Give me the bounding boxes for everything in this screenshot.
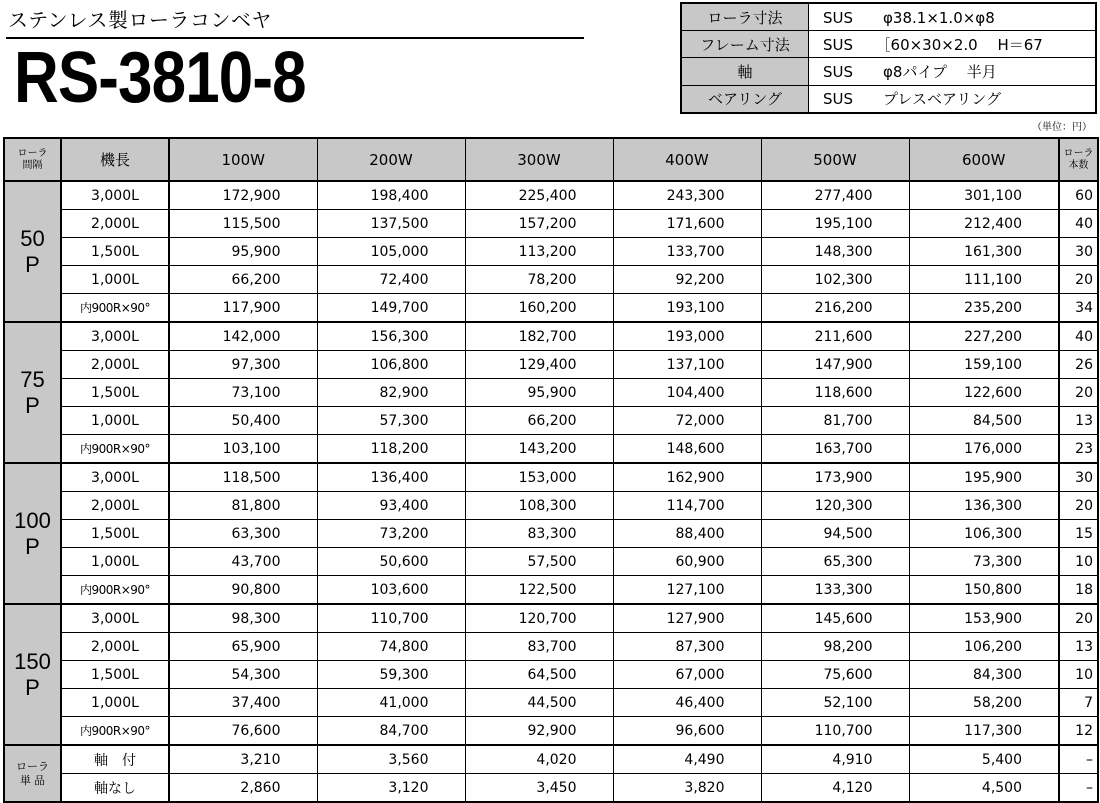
roller-count-cell: 15 xyxy=(1059,520,1098,548)
price-cell: 67,000 xyxy=(613,661,761,689)
price-cell: 83,300 xyxy=(465,520,613,548)
pitch-group-label: ローラ 単 品 xyxy=(4,745,61,802)
price-cell: 301,100 xyxy=(909,181,1059,210)
watt-header: 300W xyxy=(465,138,613,181)
price-cell: 3,820 xyxy=(613,774,761,803)
price-cell: 103,100 xyxy=(169,435,317,464)
price-row xyxy=(4,351,1098,379)
price-cell: 127,100 xyxy=(613,576,761,605)
price-cell: 147,900 xyxy=(761,351,909,379)
price-row xyxy=(4,322,1098,351)
price-row xyxy=(4,548,1098,576)
price-cell: 2,860 xyxy=(169,774,317,803)
price-cell: 117,300 xyxy=(909,717,1059,746)
price-row xyxy=(4,407,1098,435)
roller-count-cell: 23 xyxy=(1059,435,1098,464)
length-cell: 3,000L xyxy=(61,322,169,351)
price-cell: 172,900 xyxy=(169,181,317,210)
price-cell: 82,900 xyxy=(317,379,465,407)
spec-value: SUS φ8パイプ 半月 xyxy=(809,58,1097,85)
price-cell: 72,000 xyxy=(613,407,761,435)
price-cell: 84,300 xyxy=(909,661,1059,689)
roller-count-cell: 7 xyxy=(1059,689,1098,717)
price-cell: 106,300 xyxy=(909,520,1059,548)
price-cell: 110,700 xyxy=(761,717,909,746)
price-cell: 76,600 xyxy=(169,717,317,746)
price-cell: 96,600 xyxy=(613,717,761,746)
price-cell: 3,450 xyxy=(465,774,613,803)
price-cell: 211,600 xyxy=(761,322,909,351)
length-cell: 内900R×90° xyxy=(61,576,169,605)
price-row xyxy=(4,576,1098,605)
spec-label: 軸 xyxy=(681,58,809,85)
price-cell: 193,100 xyxy=(613,294,761,323)
watt-header: 500W xyxy=(761,138,909,181)
price-cell: 118,500 xyxy=(169,463,317,492)
spec-value: SUS プレスベアリング xyxy=(809,85,1097,113)
length-cell: 1,000L xyxy=(61,548,169,576)
price-table-header xyxy=(4,138,1098,181)
price-table xyxy=(3,137,1099,803)
length-cell: 軸 付 xyxy=(61,745,169,774)
spec-row xyxy=(681,3,1096,31)
price-cell: 133,300 xyxy=(761,576,909,605)
pitch-group-label: 100 P xyxy=(4,463,61,604)
price-cell: 37,400 xyxy=(169,689,317,717)
price-row xyxy=(4,266,1098,294)
price-cell: 149,700 xyxy=(317,294,465,323)
price-cell: 176,000 xyxy=(909,435,1059,464)
spec-row xyxy=(681,31,1096,58)
price-cell: 108,300 xyxy=(465,492,613,520)
length-cell: 1,500L xyxy=(61,379,169,407)
price-cell: 3,120 xyxy=(317,774,465,803)
price-cell: 92,900 xyxy=(465,717,613,746)
price-cell: 104,400 xyxy=(613,379,761,407)
price-cell: 120,700 xyxy=(465,604,613,633)
price-row xyxy=(4,463,1098,492)
price-cell: 148,600 xyxy=(613,435,761,464)
pitch-group-label: 150 P xyxy=(4,604,61,745)
roller-count-cell: 40 xyxy=(1059,322,1098,351)
price-cell: 97,300 xyxy=(169,351,317,379)
price-cell: 105,000 xyxy=(317,238,465,266)
roller-count-cell: 10 xyxy=(1059,548,1098,576)
price-cell: 120,300 xyxy=(761,492,909,520)
price-cell: 83,700 xyxy=(465,633,613,661)
spec-label: ベアリング xyxy=(681,85,809,113)
price-cell: 4,490 xyxy=(613,745,761,774)
roller-count-cell: 12 xyxy=(1059,717,1098,746)
pitch-group-label: 75 P xyxy=(4,322,61,463)
price-cell: 137,500 xyxy=(317,210,465,238)
price-cell: 72,400 xyxy=(317,266,465,294)
spec-table xyxy=(680,2,1097,114)
price-cell: 59,300 xyxy=(317,661,465,689)
price-cell: 54,300 xyxy=(169,661,317,689)
price-cell: 46,400 xyxy=(613,689,761,717)
price-cell: 117,900 xyxy=(169,294,317,323)
price-cell: 182,700 xyxy=(465,322,613,351)
price-cell: 198,400 xyxy=(317,181,465,210)
spec-value: SUS ［60×30×2.0 H＝67 xyxy=(809,31,1097,58)
price-cell: 243,300 xyxy=(613,181,761,210)
roller-count-cell: 34 xyxy=(1059,294,1098,323)
price-cell: 98,300 xyxy=(169,604,317,633)
price-cell: 75,600 xyxy=(761,661,909,689)
price-cell: 156,300 xyxy=(317,322,465,351)
price-cell: 106,200 xyxy=(909,633,1059,661)
price-cell: 136,300 xyxy=(909,492,1059,520)
price-row xyxy=(4,492,1098,520)
price-cell: 66,200 xyxy=(465,407,613,435)
roller-count-cell: – xyxy=(1059,774,1098,803)
price-cell: 122,500 xyxy=(465,576,613,605)
price-cell: 193,000 xyxy=(613,322,761,351)
roller-count-cell: 18 xyxy=(1059,576,1098,605)
roller-count-cell: 30 xyxy=(1059,238,1098,266)
price-cell: 4,120 xyxy=(761,774,909,803)
spec-value: SUS φ38.1×1.0×φ8 xyxy=(809,3,1097,31)
price-cell: 171,600 xyxy=(613,210,761,238)
price-cell: 133,700 xyxy=(613,238,761,266)
roller-count-cell: 20 xyxy=(1059,604,1098,633)
roller-count-cell: 20 xyxy=(1059,379,1098,407)
price-cell: 84,700 xyxy=(317,717,465,746)
price-cell: 57,300 xyxy=(317,407,465,435)
price-cell: 3,560 xyxy=(317,745,465,774)
price-cell: 60,900 xyxy=(613,548,761,576)
price-row xyxy=(4,661,1098,689)
price-cell: 74,800 xyxy=(317,633,465,661)
unit-note: （単位：円） xyxy=(1032,122,1092,133)
price-cell: 88,400 xyxy=(613,520,761,548)
model-number: RS-3810-8 xyxy=(14,38,306,118)
price-row xyxy=(4,604,1098,633)
price-cell: 159,100 xyxy=(909,351,1059,379)
price-cell: 4,020 xyxy=(465,745,613,774)
price-cell: 106,800 xyxy=(317,351,465,379)
watt-header: 100W xyxy=(169,138,317,181)
price-cell: 65,900 xyxy=(169,633,317,661)
roller-count-cell: 13 xyxy=(1059,407,1098,435)
price-cell: 93,400 xyxy=(317,492,465,520)
price-cell: 5,400 xyxy=(909,745,1059,774)
pitch-header: ローラ 間隔 xyxy=(4,138,61,181)
price-cell: 150,800 xyxy=(909,576,1059,605)
price-cell: 235,200 xyxy=(909,294,1059,323)
price-cell: 98,200 xyxy=(761,633,909,661)
price-cell: 129,400 xyxy=(465,351,613,379)
price-cell: 173,900 xyxy=(761,463,909,492)
length-cell: 1,500L xyxy=(61,520,169,548)
roller-count-cell: 26 xyxy=(1059,351,1098,379)
price-cell: 113,200 xyxy=(465,238,613,266)
price-cell: 216,200 xyxy=(761,294,909,323)
price-cell: 94,500 xyxy=(761,520,909,548)
price-cell: 87,300 xyxy=(613,633,761,661)
price-cell: 162,900 xyxy=(613,463,761,492)
length-cell: 1,500L xyxy=(61,238,169,266)
price-cell: 4,910 xyxy=(761,745,909,774)
price-cell: 73,100 xyxy=(169,379,317,407)
product-subtitle: ステンレス製ローラコンベヤ xyxy=(8,8,272,32)
price-cell: 57,500 xyxy=(465,548,613,576)
length-cell: 3,000L xyxy=(61,181,169,210)
roller-count-cell: 40 xyxy=(1059,210,1098,238)
price-cell: 118,200 xyxy=(317,435,465,464)
price-cell: 92,200 xyxy=(613,266,761,294)
price-cell: 143,200 xyxy=(465,435,613,464)
price-cell: 160,200 xyxy=(465,294,613,323)
length-cell: 3,000L xyxy=(61,463,169,492)
pitch-group-label: 50 P xyxy=(4,181,61,322)
price-row xyxy=(4,238,1098,266)
length-cell: 2,000L xyxy=(61,351,169,379)
price-cell: 73,300 xyxy=(909,548,1059,576)
price-row xyxy=(4,379,1098,407)
price-cell: 212,400 xyxy=(909,210,1059,238)
price-cell: 4,500 xyxy=(909,774,1059,803)
price-cell: 58,200 xyxy=(909,689,1059,717)
price-row xyxy=(4,717,1098,746)
price-cell: 111,100 xyxy=(909,266,1059,294)
price-cell: 102,300 xyxy=(761,266,909,294)
roller-count-cell: – xyxy=(1059,745,1098,774)
price-cell: 163,700 xyxy=(761,435,909,464)
price-cell: 66,200 xyxy=(169,266,317,294)
price-cell: 118,600 xyxy=(761,379,909,407)
price-cell: 95,900 xyxy=(169,238,317,266)
price-cell: 50,400 xyxy=(169,407,317,435)
price-cell: 195,900 xyxy=(909,463,1059,492)
price-cell: 115,500 xyxy=(169,210,317,238)
roller-count-cell: 20 xyxy=(1059,266,1098,294)
spec-label: フレーム寸法 xyxy=(681,31,809,58)
price-cell: 136,400 xyxy=(317,463,465,492)
length-cell: 内900R×90° xyxy=(61,717,169,746)
price-cell: 137,100 xyxy=(613,351,761,379)
price-cell: 148,300 xyxy=(761,238,909,266)
spec-row xyxy=(681,85,1096,113)
length-cell: 内900R×90° xyxy=(61,435,169,464)
price-row xyxy=(4,745,1098,774)
price-cell: 81,800 xyxy=(169,492,317,520)
price-row xyxy=(4,210,1098,238)
price-cell: 73,200 xyxy=(317,520,465,548)
length-header: 機長 xyxy=(61,138,169,181)
length-cell: 2,000L xyxy=(61,210,169,238)
length-cell: 2,000L xyxy=(61,492,169,520)
roller-count-cell: 60 xyxy=(1059,181,1098,210)
price-cell: 84,500 xyxy=(909,407,1059,435)
price-cell: 227,200 xyxy=(909,322,1059,351)
length-cell: 軸なし xyxy=(61,774,169,803)
price-cell: 52,100 xyxy=(761,689,909,717)
price-cell: 142,000 xyxy=(169,322,317,351)
price-cell: 43,700 xyxy=(169,548,317,576)
price-cell: 44,500 xyxy=(465,689,613,717)
price-cell: 65,300 xyxy=(761,548,909,576)
length-cell: 内900R×90° xyxy=(61,294,169,323)
price-cell: 114,700 xyxy=(613,492,761,520)
roller-count-cell: 10 xyxy=(1059,661,1098,689)
price-row xyxy=(4,294,1098,323)
price-cell: 145,600 xyxy=(761,604,909,633)
price-cell: 225,400 xyxy=(465,181,613,210)
price-cell: 277,400 xyxy=(761,181,909,210)
price-cell: 90,800 xyxy=(169,576,317,605)
length-cell: 3,000L xyxy=(61,604,169,633)
price-cell: 3,210 xyxy=(169,745,317,774)
price-cell: 122,600 xyxy=(909,379,1059,407)
price-cell: 161,300 xyxy=(909,238,1059,266)
watt-header: 600W xyxy=(909,138,1059,181)
price-cell: 64,500 xyxy=(465,661,613,689)
price-cell: 110,700 xyxy=(317,604,465,633)
price-cell: 103,600 xyxy=(317,576,465,605)
watt-header: 400W xyxy=(613,138,761,181)
length-cell: 1,000L xyxy=(61,689,169,717)
price-cell: 195,100 xyxy=(761,210,909,238)
price-cell: 127,900 xyxy=(613,604,761,633)
price-row xyxy=(4,520,1098,548)
roller-count-header: ローラ 本数 xyxy=(1059,138,1098,181)
price-cell: 153,900 xyxy=(909,604,1059,633)
roller-count-cell: 20 xyxy=(1059,492,1098,520)
price-cell: 41,000 xyxy=(317,689,465,717)
price-row xyxy=(4,181,1098,210)
length-cell: 2,000L xyxy=(61,633,169,661)
price-row xyxy=(4,774,1098,803)
price-cell: 153,000 xyxy=(465,463,613,492)
watt-header: 200W xyxy=(317,138,465,181)
price-cell: 78,200 xyxy=(465,266,613,294)
length-cell: 1,000L xyxy=(61,266,169,294)
price-cell: 63,300 xyxy=(169,520,317,548)
price-cell: 157,200 xyxy=(465,210,613,238)
price-cell: 81,700 xyxy=(761,407,909,435)
price-cell: 50,600 xyxy=(317,548,465,576)
roller-count-cell: 13 xyxy=(1059,633,1098,661)
price-cell: 95,900 xyxy=(465,379,613,407)
roller-count-cell: 30 xyxy=(1059,463,1098,492)
price-row xyxy=(4,435,1098,464)
length-cell: 1,000L xyxy=(61,407,169,435)
spec-label: ローラ寸法 xyxy=(681,3,809,31)
length-cell: 1,500L xyxy=(61,661,169,689)
price-row xyxy=(4,633,1098,661)
spec-row xyxy=(681,58,1096,85)
price-row xyxy=(4,689,1098,717)
